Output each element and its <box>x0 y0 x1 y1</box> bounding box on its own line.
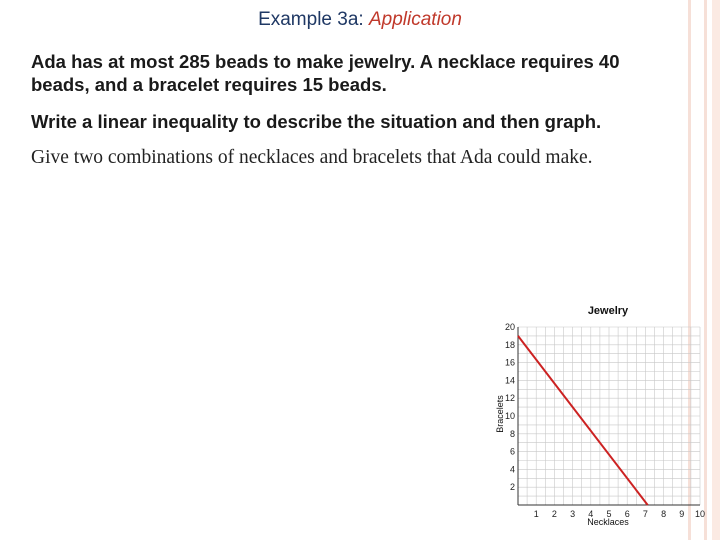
x-tick-label: 4 <box>588 509 594 519</box>
y-tick-label: 14 <box>504 375 515 386</box>
chart-title: Jewelry <box>587 305 629 317</box>
y-tick-label: 10 <box>504 411 515 421</box>
title-prefix: Example 3a: <box>258 9 364 30</box>
x-tick-label: 10 <box>694 509 706 519</box>
instruction-text: Write a linear inequality to describe the situation and then graph. <box>31 111 602 132</box>
chart-series <box>518 336 648 505</box>
y-axis-label: Bracelets <box>495 395 505 433</box>
boundary-line <box>518 336 648 505</box>
x-tick-label: 5 <box>606 509 612 519</box>
y-tick-label: 6 <box>509 446 515 457</box>
title <box>0 9 720 31</box>
problem-text: Ada has at most 285 beads to make jewelry. A necklace requires 40 beads, and a bracelet requires 15 beads. <box>31 51 620 95</box>
x-tick-label: 9 <box>679 509 685 519</box>
x-tick-label: 8 <box>661 509 667 519</box>
chart-grid <box>518 327 700 505</box>
x-tick-label: 1 <box>533 509 539 519</box>
x-axis-label: Necklaces <box>587 517 629 527</box>
question-text: Give two combinations of necklaces and bracelets that Ada could make. <box>31 147 593 168</box>
y-tick-label: 18 <box>504 339 515 350</box>
title-accent: Application <box>368 9 462 30</box>
x-tick-label: 3 <box>570 509 576 519</box>
chart-ticks <box>505 322 705 519</box>
y-tick-label: 20 <box>504 322 515 332</box>
jewelry-chart <box>487 300 717 535</box>
x-tick-label: 7 <box>642 509 648 519</box>
y-tick-label: 16 <box>504 357 515 368</box>
x-tick-label: 2 <box>551 509 557 519</box>
y-tick-label: 4 <box>509 464 515 475</box>
y-tick-label: 8 <box>509 428 515 439</box>
y-tick-label: 12 <box>504 393 515 404</box>
x-tick-label: 6 <box>624 509 630 519</box>
y-tick-label: 2 <box>509 482 515 493</box>
